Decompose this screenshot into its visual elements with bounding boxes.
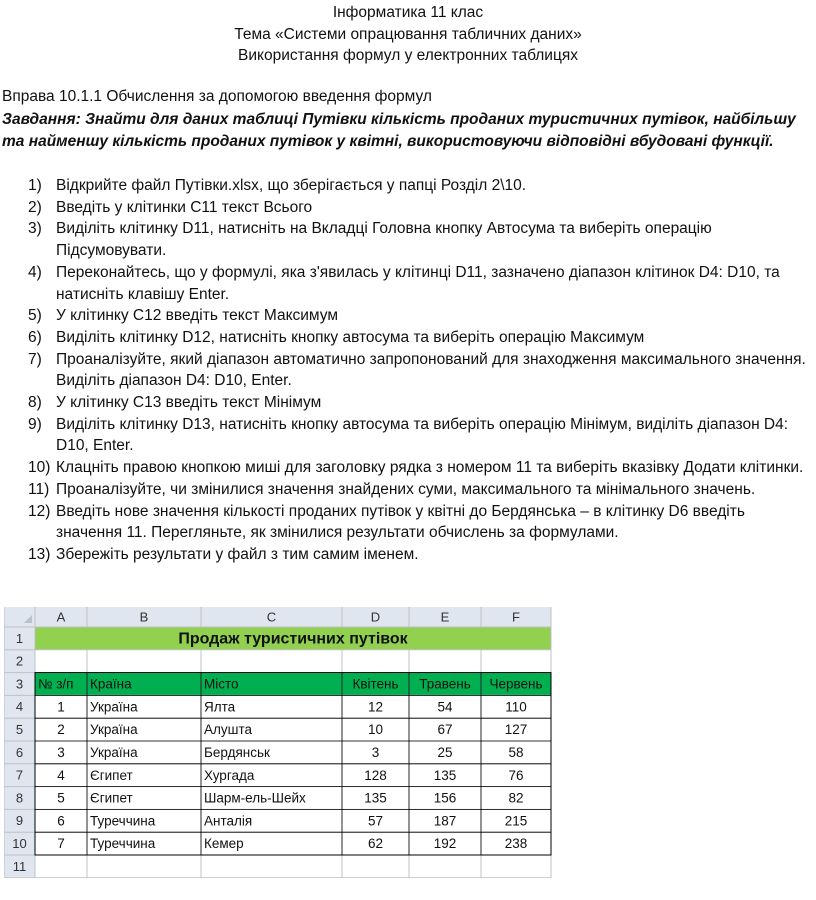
step-text: Збережіть результати у файл з тим самим іменем.	[56, 545, 419, 563]
row-header-11: 11	[12, 858, 27, 874]
step-number: 2)	[28, 198, 42, 216]
header-cell: Травень	[419, 676, 471, 692]
data-cell: 156	[433, 790, 457, 806]
step-text: У клітинку C12 введіть текст Максимум	[56, 307, 338, 325]
step-text: Виділіть клітинку D13, натисніть кнопку автосума та виберіть операцію Мінімум, виділіть діапазон D4: D10, Enter.	[56, 415, 789, 455]
step-item	[0, 457, 812, 479]
data-cell: Алушта	[204, 722, 253, 738]
data-cell: Анталія	[204, 813, 253, 829]
data-cell: Туреччина	[90, 836, 156, 852]
data-cell: 25	[437, 744, 453, 760]
step-text: Проаналізуйте, чи змінилися значення знайдених суми, максимального та мінімального значень.	[56, 480, 756, 498]
row-header-4: 4	[15, 699, 24, 715]
data-cell: 110	[505, 699, 527, 715]
subject-line: Інформатика 11 клас	[332, 4, 484, 21]
data-cell: 76	[508, 767, 524, 783]
data-cell: 12	[367, 699, 384, 715]
step-number: 3)	[28, 220, 42, 238]
data-cell: Хургада	[204, 767, 255, 783]
lesson-title: Використання формул у електронних таблицях	[238, 47, 578, 64]
data-cell: 82	[508, 790, 524, 806]
step-number: 5)	[28, 307, 42, 325]
data-cell: 187	[433, 813, 457, 829]
data-cell: 2	[57, 722, 65, 738]
data-cell: Україна	[90, 722, 138, 738]
column-header-a: A	[56, 609, 66, 625]
step-text: Проаналізуйте, який діапазон автоматично запропонований для знаходження максимального значення. Виділіть діапазон D4: D10, Enter.	[56, 350, 806, 390]
step-item	[0, 544, 812, 566]
data-cell: 135	[364, 790, 387, 806]
step-item	[0, 197, 812, 219]
data-cell: Туреччина	[90, 813, 156, 829]
row-header-2: 2	[15, 653, 24, 669]
step-text: Клацніть правою кнопкою миші для заголовку рядка з номером 11 та виберіть вказівку Додати клітинки.	[56, 459, 804, 477]
data-cell: 215	[504, 813, 528, 829]
column-header-e: E	[440, 609, 450, 625]
header-cell: Місто	[204, 676, 239, 692]
document-header	[0, 0, 816, 67]
row-header-6: 6	[15, 744, 24, 760]
data-cell: Єгипет	[90, 767, 133, 783]
column-header-f: F	[512, 609, 520, 625]
header-cell: № з/п	[38, 676, 74, 692]
step-number: 8)	[28, 394, 42, 412]
step-item	[0, 327, 812, 349]
step-item	[0, 175, 812, 197]
data-cell: 135	[433, 767, 457, 783]
spreadsheet-grid	[4, 607, 565, 878]
step-item	[0, 218, 812, 261]
data-cell: 62	[367, 836, 384, 852]
data-cell: 7	[57, 836, 65, 852]
topic-line: Тема «Системи опрацювання табличних даних»	[234, 25, 582, 43]
column-header-c: C	[266, 609, 277, 625]
data-cell: Україна	[90, 699, 138, 715]
step-text: Виділіть клітинку D12, натисніть кнопку автосума та виберіть операцію Максимум	[56, 328, 645, 346]
step-item	[0, 414, 812, 457]
step-number: 12)	[28, 502, 51, 520]
row-header-10: 10	[12, 836, 27, 852]
data-cell: Кемер	[204, 836, 244, 852]
step-item	[0, 501, 812, 544]
step-text: Відкрийте файл Путівки.xlsx, що зберігається у папці Розділ 2\10.	[56, 177, 527, 194]
step-number: 11)	[28, 480, 50, 498]
column-header-d: D	[370, 609, 381, 625]
task-text: Завдання: Знайти для даних таблиці Путівки кількість проданих туристичних путівок, найбільшу та найменшу кількість проданих путівок у квітні, використовуючи відповідні вбудовані функції.	[2, 111, 796, 150]
step-number: 4)	[28, 263, 42, 281]
data-cell: 4	[57, 767, 65, 783]
data-cell: 6	[57, 813, 65, 829]
data-cell: Шарм-ель-Шейх	[204, 790, 306, 806]
step-number: 1)	[28, 177, 42, 194]
step-number: 9)	[28, 415, 42, 433]
header-cell: Червень	[489, 676, 543, 692]
step-text: Переконайтесь, що у формулі, яка з'явилась у клітинці D11, зазначено діапазон клітинок D4: D10, та натисніть клавішу Enter.	[56, 263, 780, 303]
row-header-9: 9	[15, 813, 24, 829]
data-cell: 5	[57, 790, 65, 806]
step-number: 13)	[28, 545, 51, 563]
step-number: 6)	[28, 328, 42, 346]
spreadsheet-screenshot	[4, 607, 565, 878]
step-text: У клітинку C13 введіть текст Мінімум	[56, 394, 322, 412]
exercise-title: Вправа 10.1.1 Обчислення за допомогою введення формул	[2, 88, 432, 105]
step-item	[0, 262, 812, 305]
row-header-8: 8	[15, 790, 24, 806]
row-header-5: 5	[15, 722, 24, 738]
data-cell: Ялта	[204, 699, 236, 715]
data-cell: 58	[508, 744, 524, 760]
data-cell: 67	[437, 722, 453, 738]
data-cell: Бердянськ	[204, 744, 270, 760]
data-cell: 3	[57, 744, 65, 760]
header-cell: Квітень	[352, 676, 399, 692]
step-item	[0, 479, 812, 501]
step-item	[0, 392, 812, 414]
step-item	[0, 305, 812, 327]
row-header-7: 7	[15, 767, 24, 783]
steps-list	[0, 175, 812, 566]
row-header-3: 3	[15, 676, 24, 692]
data-cell: 128	[364, 767, 387, 783]
sheet-title: Продаж туристичних путівок	[178, 630, 408, 648]
data-cell: 127	[504, 722, 528, 738]
column-header-bar	[4, 607, 551, 627]
column-header-b: B	[139, 609, 149, 625]
data-cell: 57	[367, 813, 384, 829]
header-cell: Країна	[90, 676, 132, 692]
data-cell: 192	[433, 836, 457, 852]
step-text: Введіть нове значення кількості проданих путівок у квітні до Бердянська – в клітинку D6 введіть значення 11. Перегляньте, як змінилися результати обчислень за формулами.	[56, 502, 745, 542]
step-text: Введіть у клітинки C11 текст Всього	[56, 198, 313, 216]
step-text: Виділіть клітинку D11, натисніть на Вкладці Головна кнопку Автосума та виберіть операцію Підсумовувати.	[56, 220, 712, 260]
step-item	[0, 349, 812, 392]
data-cell: 238	[504, 836, 528, 852]
data-cell: 1	[57, 699, 65, 715]
data-cell: 3	[371, 744, 380, 760]
data-cell: Україна	[90, 744, 138, 760]
step-number: 7)	[28, 350, 42, 368]
data-cell: 10	[367, 722, 384, 738]
row-header-1: 1	[15, 630, 24, 646]
step-number: 10)	[28, 459, 51, 477]
data-cell: Єгипет	[90, 790, 133, 806]
data-cell: 54	[437, 699, 453, 715]
